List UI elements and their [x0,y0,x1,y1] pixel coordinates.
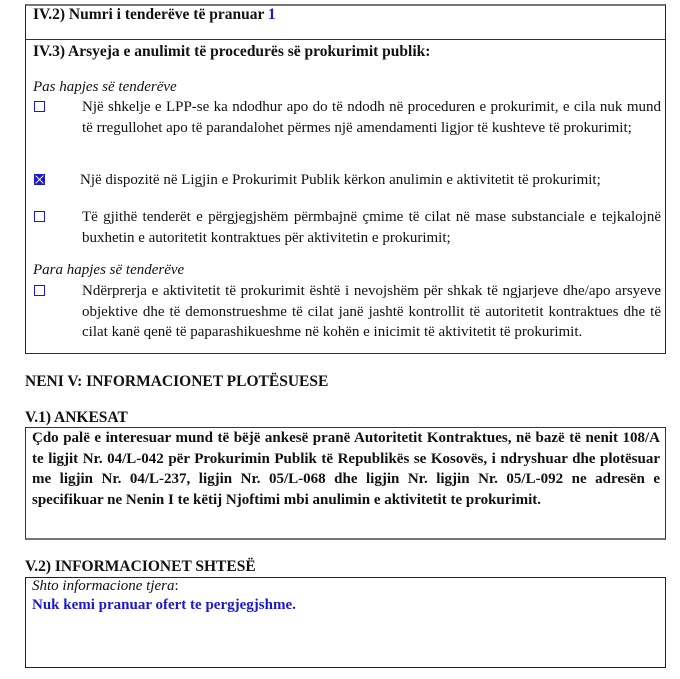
reason-option[interactable] [33,97,661,159]
article-v-heading: NENI V: INFORMACIONET PLOTËSUESE [25,373,329,390]
checkbox-unchecked-icon[interactable] [34,285,45,296]
reason-option-text: Ndërprerja e aktivitetit të prokurimit është i nevojshëm për shkak të ngjarjeve dhe/apo arsyeve objektive dhe të demonstrueshme të cilat janë jashtë kontrollit të autoritetit kontraktues dhe të cilat kanë qenë të paparashikueshme në kohën e inicimit të aktivitetit të prokurimit. [82,283,661,340]
additional-info-prompt [32,578,179,595]
checkbox-unchecked-icon[interactable] [34,101,45,112]
section-v2-heading: V.2) INFORMACIONET SHTESË [25,558,256,575]
checkbox-unchecked-icon[interactable] [34,211,45,222]
section-v1-heading: V.1) ANKESAT [25,409,128,426]
section-iv2-label: IV.2) Numri i tenderëve të pranuar [33,6,265,23]
section-iv2-heading [33,6,276,24]
checkbox-checked-icon[interactable] [34,174,45,185]
complaints-text: Çdo palë e interesuar mund të bëjë ankesë pranë Autoritetit Kontraktues, në bazë të nenit 108/A te ligjit Nr. 04/L-042 për Prokurimin Publik të Republikës se Kosovës, i ndryshuar dhe plotësuar me ligjin Nr. 04/L-237, ligjin Nr. 05/L-068 dhe ligjin Nr. ligjin Nr. 05/L-092 ne adresën e specifikuar ne Nenin I te këtij Njoftimi mbi anulimin e aktivitetit te prokurimit. [32,430,660,508]
reason-option[interactable] [33,207,661,249]
reason-option-text: Të gjithë tenderët e përgjegjshëm përmbajnë çmime të cilat në mase substanciale e tejkalojnë buxhetin e autoritetit kontraktues për aktivitetin e prokurimit; [82,209,661,246]
prompt-colon: : [174,578,179,594]
reason-option-text: Një dispozitë në Ligjin e Prokurimit Publik kërkon anulimin e aktivitetit të prokurimit; [80,172,601,188]
additional-info-value: Nuk kemi pranuar ofert te pergjegjshme. [32,597,296,613]
reason-option-text: Një shkelje e LPP-se ka ndodhur apo do të ndodh në proceduren e prokurimit, e cila nuk mund të rregullohet apo të parandalohet përmes një amendamenti ligjor të kushteve të prokurimit; [82,99,661,136]
accepted-tenders-count: 1 [267,6,276,23]
group-after-opening-label: Pas hapjes së tenderëve [33,79,177,95]
group-before-opening-label: Para hapjes së tenderëve [33,262,185,278]
section-iv3-heading: IV.3) Arsyeja e anulimit të procedurës së prokurimit publik: [33,43,431,60]
additional-info-prompt-label: Shto informacione tjera [32,578,175,594]
reason-option[interactable] [33,281,661,353]
reason-option[interactable] [33,170,661,192]
